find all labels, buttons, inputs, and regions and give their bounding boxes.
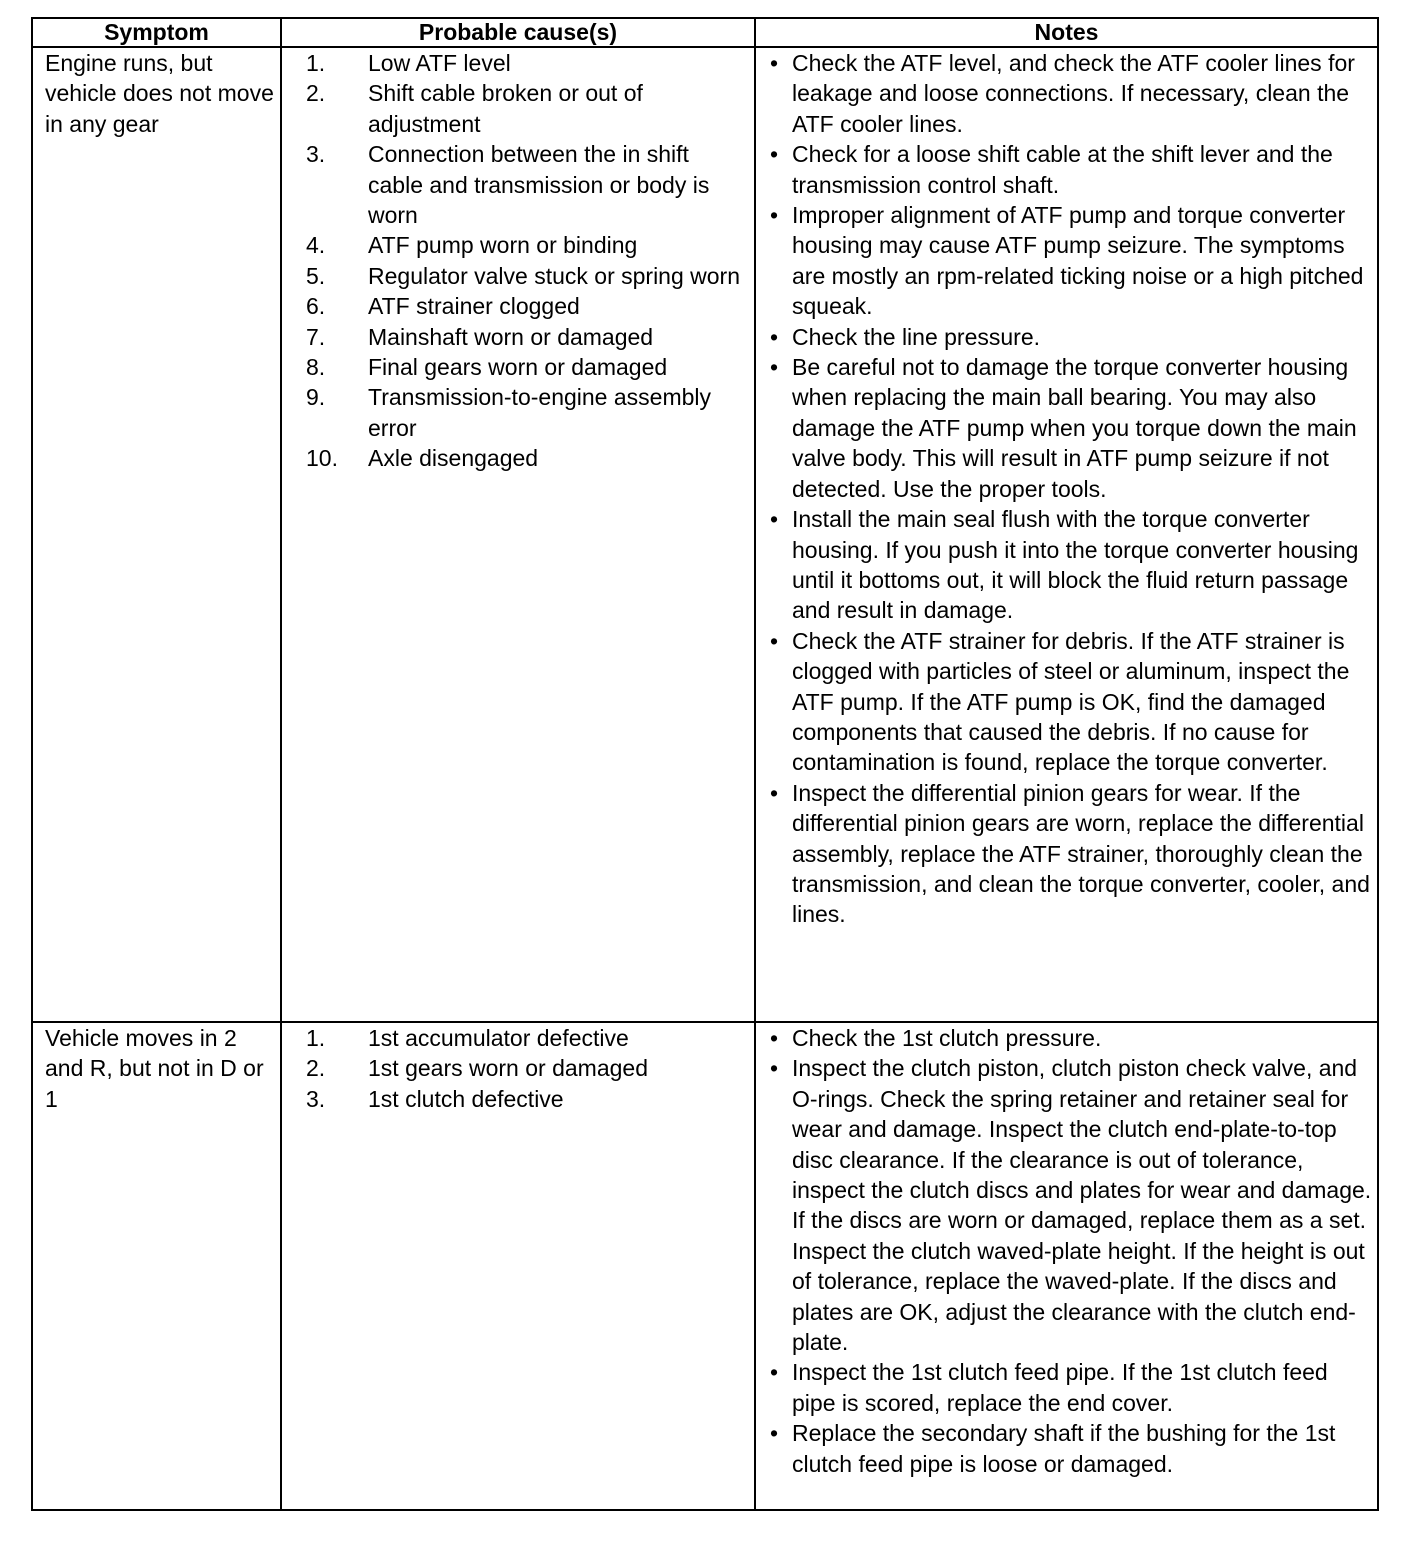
note-text: Inspect the 1st clutch feed pipe. If the 1st clutch feed pipe is scored, replace the end cover. [792, 1359, 1328, 1416]
note-item [770, 504, 1373, 626]
cause-item [282, 352, 746, 382]
cause-text: Low ATF level [368, 50, 511, 76]
bullet-icon: • [770, 1420, 779, 1447]
bullet-icon: • [770, 1055, 779, 1082]
cause-item [282, 1053, 746, 1083]
bullet-icon: • [770, 1025, 779, 1051]
note-item [770, 1418, 1373, 1479]
notes-cell [755, 47, 1378, 1022]
bullet-icon: • [770, 1359, 779, 1386]
bullet-icon: • [770, 354, 779, 381]
cause-text: Connection between the in shift cable and transmission or body is worn [368, 141, 710, 229]
symptom-text: Vehicle moves in 2 and R, but not in D or 1 [45, 1025, 264, 1112]
note-item [770, 778, 1373, 930]
notes-list [770, 1023, 1373, 1479]
note-item [770, 1023, 1373, 1053]
cause-item [282, 48, 746, 78]
cause-text: Regulator valve stuck or spring worn [368, 262, 740, 289]
note-text: Check the line pressure. [792, 323, 1041, 350]
cause-list [282, 48, 746, 474]
cause-item [282, 1023, 746, 1053]
cause-text: 1st gears worn or damaged [368, 1055, 648, 1082]
note-text: Improper alignment of ATF pump and torque converter housing may cause ATF pump seizure. The symptoms are mostly an rpm-related ticking noise or a high pitched squeak. [792, 202, 1364, 320]
cause-text: 1st clutch defective [368, 1085, 564, 1112]
note-item [770, 1053, 1373, 1357]
cause-number: 10. [306, 445, 338, 472]
symptom-cell [32, 1022, 281, 1510]
cause-text: 1st accumulator defective [368, 1025, 629, 1051]
cause-number: 3. [306, 1085, 326, 1112]
cause-number: 5. [306, 262, 326, 289]
header-symptom: Symptom [32, 18, 281, 47]
note-text: Check the ATF level, and check the ATF cooler lines for leakage and loose connections. If necessary, clean the ATF cooler lines. [792, 50, 1355, 137]
cause-text: ATF pump worn or binding [368, 232, 638, 259]
cause-number: 2. [306, 80, 326, 107]
note-item [770, 48, 1373, 139]
note-item [770, 352, 1373, 504]
cause-text: Transmission-to-engine assembly error [368, 384, 712, 441]
notes-list [770, 48, 1373, 930]
cause-item [282, 139, 746, 230]
cause-item [282, 261, 746, 291]
cause-number: 7. [306, 323, 326, 350]
note-item [770, 1357, 1373, 1418]
cause-item [282, 443, 746, 473]
cause-item [282, 78, 746, 139]
cause-number: 1. [306, 1025, 326, 1051]
note-text: Be careful not to damage the torque converter housing when replacing the main ball bearing. You may also damage the ATF pump when you torque down the main valve body. This will result in ATF pump seizure if not detected. Use the proper tools. [792, 354, 1357, 502]
bullet-icon: • [770, 506, 779, 533]
bullet-icon: • [770, 202, 779, 229]
cause-text: Mainshaft worn or damaged [368, 323, 654, 350]
header-probable-causes: Probable cause(s) [281, 18, 755, 47]
cause-item [282, 1084, 746, 1114]
cause-number: 1. [306, 50, 326, 76]
cause-text: Axle disengaged [368, 445, 539, 472]
notes-cell [755, 1022, 1378, 1510]
note-item [770, 322, 1373, 352]
cause-number: 6. [306, 293, 326, 320]
cause-item [282, 322, 746, 352]
causes-cell [281, 1022, 755, 1510]
note-text: Replace the secondary shaft if the bushing for the 1st clutch feed pipe is loose or damaged. [792, 1420, 1336, 1477]
note-text: Inspect the clutch piston, clutch piston check valve, and O-rings. Check the spring retainer and retainer seal for wear and damage. Inspect the clutch end-plate-to-top disc clearance. If the clearance is out of tolerance, inspect the clutch discs and plates for wear and damage. If the discs are worn or damaged, replace them as a set. Inspect the clutch waved-plate height. If the height is out of tolerance, replace the waved-plate. If the discs and plates are OK, adjust the clearance with the clutch end-plate. [792, 1055, 1372, 1356]
bullet-icon: • [770, 627, 779, 654]
cause-text: Shift cable broken or out of adjustment [368, 80, 643, 137]
note-text: Install the main seal flush with the torque converter housing. If you push it into the torque converter housing until it bottoms out, it will block the fluid return passage and result in damage. [792, 506, 1359, 624]
bullet-icon: • [770, 779, 779, 806]
cause-text: ATF strainer clogged [368, 293, 580, 320]
note-item [770, 200, 1373, 322]
note-item [770, 626, 1373, 778]
header-notes: Notes [755, 18, 1378, 47]
troubleshooting-table [31, 17, 1379, 1511]
symptom-cell [32, 47, 281, 1022]
cause-item [282, 382, 746, 443]
cause-text: Final gears worn or damaged [368, 354, 668, 381]
bullet-icon: • [770, 50, 779, 76]
header-row [32, 18, 1378, 47]
causes-cell [281, 47, 755, 1022]
cause-item [282, 291, 746, 321]
cause-number: 3. [306, 141, 326, 168]
symptom-text: Engine runs, but vehicle does not move in any gear [45, 50, 274, 137]
table-row [32, 1022, 1378, 1510]
cause-number: 2. [306, 1055, 326, 1082]
cause-number: 9. [306, 384, 326, 411]
cause-list [282, 1023, 746, 1114]
note-text: Inspect the differential pinion gears for wear. If the differential pinion gears are worn, replace the differential assembly, replace the ATF strainer, thoroughly clean the transmission, and clean the torque converter, cooler, and lines. [792, 779, 1370, 928]
table-row [32, 47, 1378, 1022]
bullet-icon: • [770, 323, 779, 350]
note-text: Check the 1st clutch pressure. [792, 1025, 1102, 1051]
cause-number: 8. [306, 354, 326, 381]
note-text: Check for a loose shift cable at the shift lever and the transmission control shaft. [792, 141, 1333, 198]
bullet-icon: • [770, 141, 779, 168]
cause-number: 4. [306, 232, 326, 259]
note-item [770, 139, 1373, 200]
note-text: Check the ATF strainer for debris. If the ATF strainer is clogged with particles of steel or aluminum, inspect the ATF pump. If the ATF pump is OK, find the damaged components that caused the debris. If no cause for contamination is found, replace the torque converter. [792, 627, 1350, 776]
cause-item [282, 230, 746, 260]
